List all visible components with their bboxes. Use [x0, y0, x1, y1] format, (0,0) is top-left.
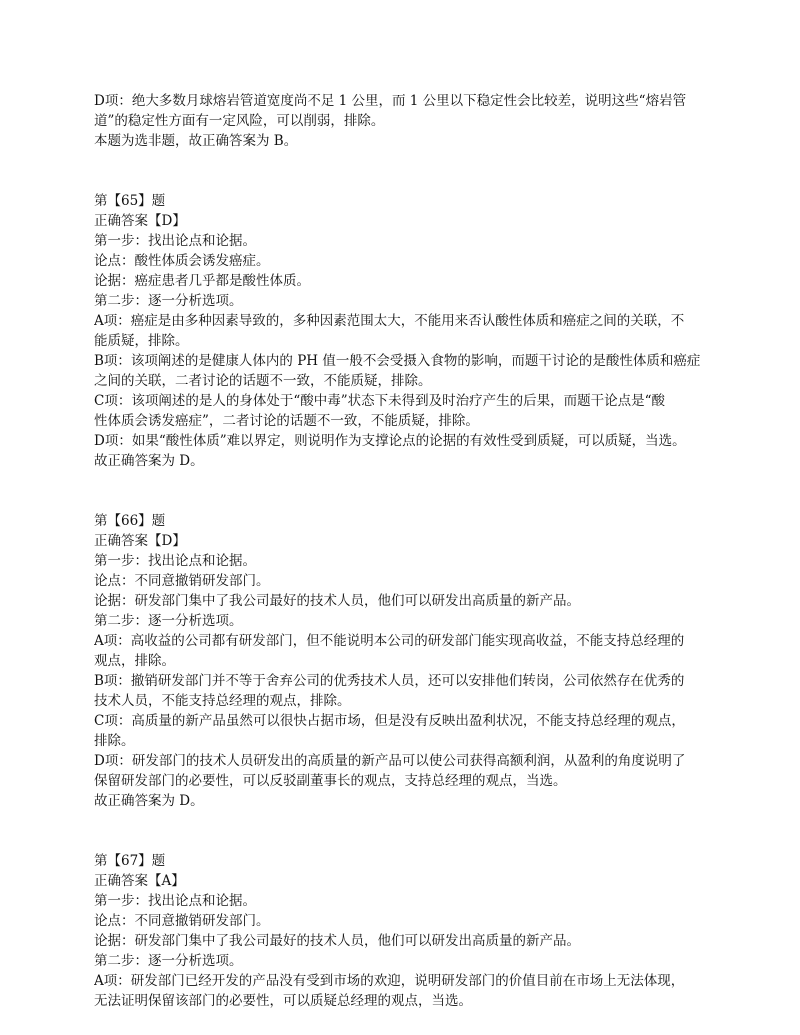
text-line: C项：该项阐述的是人的身体处于“酸中毒”状态下未得到及时治疗产生的后果，而题干论点是“酸 [94, 393, 666, 409]
text-line: A项：癌症是由多种因素导致的，多种因素范围太大，不能用来否认酸性体质和癌症之间的关联，不 [94, 313, 685, 329]
document-page [94, 91, 714, 1011]
text-line: D项：研发部门的技术人员研发出的高质量的新产品可以使公司获得高额利润，从盈利的角度说明了 [94, 753, 686, 769]
text-line: 第一步：找出论点和论据。 [94, 233, 256, 249]
text-line: 论据：研发部门集中了我公司最好的技术人员，他们可以研发出高质量的新产品。 [94, 593, 580, 609]
text-line: B项：该项阐述的是健康人体内的 PH 值一般不会受摄入食物的影响，而题干讨论的是酸性体质和癌症 [94, 353, 701, 369]
text-line: 技术人员，不能支持总经理的观点，排除。 [94, 693, 351, 709]
question-title: 第【66】题 [94, 513, 166, 529]
text-line: 第一步：找出论点和论据。 [94, 553, 256, 569]
text-line: 论点：不同意撤销研发部门。 [94, 913, 270, 929]
question-67-section [94, 851, 714, 1011]
correct-answer: 正确答案【D】 [94, 533, 186, 549]
text-line: 观点，排除。 [94, 653, 175, 669]
correct-answer: 正确答案【A】 [94, 873, 185, 889]
text-line: 论点：酸性体质会诱发癌症。 [94, 253, 270, 269]
text-line: D项：如果“酸性体质”难以界定，则说明作为支撑论点的论据的有效性受到质疑，可以质疑，当选。 [94, 433, 686, 449]
text-line: 之间的关联，二者讨论的话题不一致，不能质疑，排除。 [94, 373, 432, 389]
text-line: 保留研发部门的必要性，可以反驳副董事长的观点，支持总经理的观点，当选。 [94, 773, 567, 789]
question-title: 第【65】题 [94, 193, 166, 209]
text-line: 第二步：逐一分析选项。 [94, 293, 243, 309]
text-line: 论据：癌症患者几乎都是酸性体质。 [94, 273, 310, 289]
text-line: 故正确答案为 D。 [94, 793, 204, 809]
text-line: 性体质会诱发癌症”，二者讨论的话题不一致，不能质疑，排除。 [94, 413, 479, 429]
text-line: 无法证明保留该部门的必要性，可以质疑总经理的观点，当选。 [94, 993, 472, 1009]
text-line: 本题为选非题，故正确答案为 B。 [94, 133, 298, 149]
intro-section [94, 91, 714, 151]
text-line: 排除。 [94, 733, 135, 749]
text-line: A项：高收益的公司都有研发部门，但不能说明本公司的研发部门能实现高收益，不能支持总经理的 [94, 633, 685, 649]
text-line: 论点：不同意撤销研发部门。 [94, 573, 270, 589]
text-line: 道”的稳定性方面有一定风险，可以削弱，排除。 [94, 113, 385, 129]
text-line: 故正确答案为 D。 [94, 453, 204, 469]
text-line: 第二步：逐一分析选项。 [94, 613, 243, 629]
question-title: 第【67】题 [94, 853, 166, 869]
text-line: B项：撤销研发部门并不等于舍弃公司的优秀技术人员，还可以安排他们转岗，公司依然存在优秀的 [94, 673, 685, 689]
text-line: D项：绝大多数月球熔岩管道宽度尚不足 1 公里，而 1 公里以下稳定性会比较差，说明这些“熔岩管 [94, 93, 687, 109]
question-66-section [94, 511, 714, 811]
text-line: C项：高质量的新产品虽然可以很快占据市场，但是没有反映出盈利状况，不能支持总经理的观点， [94, 713, 685, 729]
text-line: 第一步：找出论点和论据。 [94, 893, 256, 909]
text-line: 第二步：逐一分析选项。 [94, 953, 243, 969]
text-line: A项：研发部门已经开发的产品没有受到市场的欢迎，说明研发部门的价值目前在市场上无法体现， [94, 973, 685, 989]
correct-answer: 正确答案【D】 [94, 213, 186, 229]
question-65-section [94, 191, 714, 471]
text-line: 能质疑，排除。 [94, 333, 189, 349]
text-line: 论据：研发部门集中了我公司最好的技术人员，他们可以研发出高质量的新产品。 [94, 933, 580, 949]
